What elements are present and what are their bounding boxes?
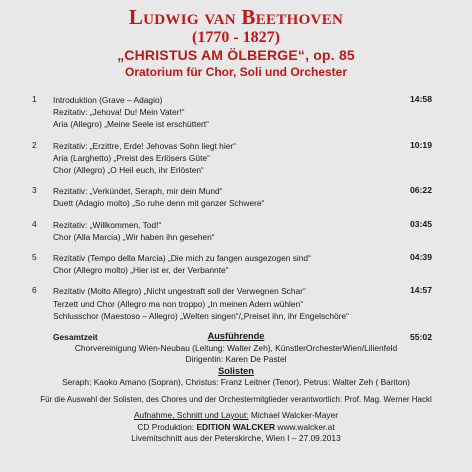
track-duration: 04:39 bbox=[410, 252, 432, 263]
track-number: 6 bbox=[32, 285, 37, 296]
cd-label-name: EDITION WALCKER bbox=[196, 421, 276, 432]
track-line: Aria (Larghetto) „Preist des Erlösers Güte“ bbox=[53, 152, 210, 163]
website-link: www.walcker.at bbox=[275, 421, 335, 432]
track-line: Rezitativ: „Willkommen, Tod!“ bbox=[53, 219, 162, 230]
selection-line: Für die Auswahl der Solisten, des Chores und der Orchestermitglieder verantwortlich: Prof. Mag. Werner Hackl bbox=[40, 394, 432, 404]
soloists-line: Seraph: Kaoko Amano (Sopran), Christus: Franz Leitner (Tenor), Petrus: Walter Zeh ( Bariton) bbox=[62, 377, 410, 387]
track-number: 4 bbox=[32, 218, 37, 229]
track-line: Rezitativ: „Jehova! Du! Mein Vater!“ bbox=[53, 107, 185, 118]
track-number: 3 bbox=[32, 185, 37, 196]
track-row bbox=[32, 94, 432, 131]
recording-name: Michael Walcker-Mayer bbox=[248, 410, 339, 420]
track-duration: 14:58 bbox=[410, 94, 432, 104]
track-line: Aria (Allegro) „Meine Seele ist erschüttert“ bbox=[53, 119, 209, 130]
track-row bbox=[32, 185, 432, 209]
cd-production-line bbox=[0, 422, 472, 434]
track-line: Introduktion (Grave – Adagio) bbox=[53, 95, 163, 105]
work-subtitle: Oratorium für Chor, Soli und Orchester bbox=[124, 65, 348, 79]
track-line: Chor (Allegro) „O Heil euch, ihr Erlösten“ bbox=[53, 165, 204, 176]
track-number: 5 bbox=[32, 252, 37, 263]
composer-name: Ludwig van Beethoven bbox=[128, 5, 344, 29]
track-duration: 14:57 bbox=[410, 285, 432, 296]
live-recording-line: Livemitschnitt aus der Peterskirche, Wien I – 27.09.2013 bbox=[131, 433, 341, 443]
track-number: 2 bbox=[32, 139, 37, 150]
track-row bbox=[32, 140, 432, 177]
cd-label: CD Produktion: bbox=[137, 421, 197, 432]
track-duration: 03:45 bbox=[410, 218, 432, 229]
track-number: 1 bbox=[32, 94, 37, 104]
credits bbox=[0, 331, 472, 445]
recording-line bbox=[0, 410, 472, 422]
track-line: Schlusschor (Maestoso – Allegro) „Welten singen“/„Preiset ihn, ihr Engelschöre“ bbox=[53, 310, 349, 321]
track-line: Duett (Adagio molto) „So ruhe denn mit ganzer Schwere“ bbox=[53, 198, 265, 209]
track-line: Chor (Alla Marcia) „Wir haben ihn gesehen“ bbox=[53, 231, 215, 242]
track-line: Rezitativ (Molto Allegro) „Nicht ungestraft soll der Verwegnen Schar“ bbox=[53, 286, 306, 297]
work-title: „CHRISTUS AM ÖLBERGE“, op. 85 bbox=[117, 47, 355, 63]
track-row bbox=[32, 219, 432, 243]
track-duration: 06:22 bbox=[410, 185, 432, 196]
soloists-heading: Solisten bbox=[218, 365, 254, 376]
track-row bbox=[32, 285, 432, 322]
performers-line: Chorvereinigung Wien-Neubau (Leitung: Walter Zeh), KünstlerOrchesterWien/Lilienfeld bbox=[74, 342, 398, 353]
track-list bbox=[32, 94, 432, 343]
track-line: Rezitativ: „Verkündet, Seraph, mir dein Mund“ bbox=[53, 186, 223, 197]
track-line: Rezitativ: „Erzittre, Erde! Jehovas Sohn liegt hier“ bbox=[53, 140, 236, 151]
total-duration: 55:02 bbox=[410, 332, 432, 343]
performers-heading: Ausführende bbox=[207, 331, 265, 341]
header bbox=[0, 6, 472, 80]
track-duration: 10:19 bbox=[410, 139, 432, 150]
composer-years: (1770 - 1827) bbox=[192, 29, 280, 46]
track-row bbox=[32, 252, 432, 276]
track-line: Rezitativ (Tempo della Marcia) „Die mich zu fangen ausgezogen sind“ bbox=[53, 253, 311, 264]
conductor-line: Dirigentin: Karen De Pastel bbox=[185, 354, 287, 364]
track-line: Terzett und Chor (Allegro ma non troppo) „In meinen Adern wühlen“ bbox=[53, 298, 303, 309]
recording-label: Aufnahme, Schnitt und Layout: bbox=[133, 410, 249, 420]
track-line: Chor (Allegro molto) „Hier ist er, der Verbannte“ bbox=[53, 265, 229, 276]
total-label: Gesamtzeit bbox=[53, 332, 98, 343]
